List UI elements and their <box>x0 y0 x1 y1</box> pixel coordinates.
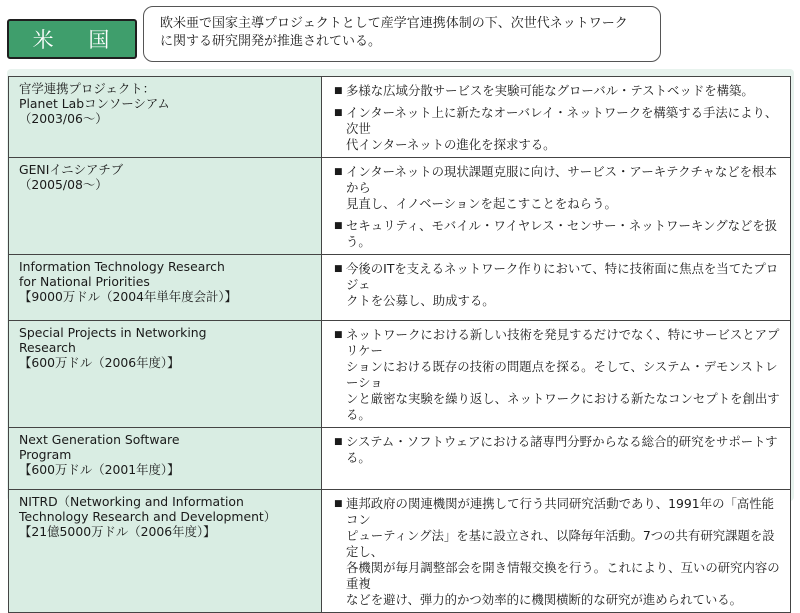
table-row <box>9 255 791 321</box>
program-name: NITRD（Networking and Information Technology Research and Development） 【21億5000万ドル（2006年度）】 <box>9 490 322 613</box>
bullet-icon: ■ <box>334 264 343 274</box>
table-row <box>9 490 791 613</box>
program-name: Information Technology Research for National Priorities 【9000万ドル（2004年単年度会計）】 <box>9 255 322 321</box>
program-description <box>322 255 791 321</box>
bullet-icon: ■ <box>334 437 343 447</box>
list-item <box>334 218 780 250</box>
bullet-icon: ■ <box>334 330 343 340</box>
bullet-text: インターネットの現状課題克服に向け、サービス・アーキテクチャなどを根本から 見直し、イノベーションを起こすことをねらう。 <box>346 164 777 211</box>
program-name: GENIイニシアチブ （2005/08〜） <box>9 158 322 255</box>
bullet-text: 今後のITを支えるネットワーク作りにおいて、特に技術面に焦点を当てたプロジェ クトを公募し、助成する。 <box>346 261 779 308</box>
program-description <box>322 158 791 255</box>
program-description <box>322 428 791 490</box>
list-item <box>334 261 780 309</box>
bullet-text: システム・ソフトウェアにおける諸専門分野からなる総合的研究をサポートする。 <box>346 434 778 465</box>
bullet-icon: ■ <box>334 86 343 96</box>
list-item <box>334 164 780 212</box>
list-item <box>334 105 780 153</box>
table-row <box>9 321 791 428</box>
bullet-icon: ■ <box>334 499 343 509</box>
table-row <box>9 428 791 490</box>
program-name: Next Generation Software Program 【600万ドル（2001年度）】 <box>9 428 322 490</box>
list-item <box>334 327 780 423</box>
program-description <box>322 321 791 428</box>
program-description <box>322 77 791 158</box>
bullet-icon: ■ <box>334 108 343 118</box>
table-row <box>9 158 791 255</box>
program-description <box>322 490 791 613</box>
bullet-text: セキュリティ、モバイル・ワイヤレス・センサー・ネットワーキングなどを扱う。 <box>346 218 778 249</box>
list-item <box>334 434 780 466</box>
bullet-text: ネットワークにおける新しい技術を発見するだけでなく、特にサービスとアプリケー ションにおける既存の技術の問題点を探る。そして、システム・デモンストレーショ ンと厳密な実験を繰り返し、ネットワークにおける新たなコンセプトを創出する。 <box>346 327 780 422</box>
list-item <box>334 496 780 608</box>
program-name: Special Projects in Networking Research 【600万ドル（2006年度）】 <box>9 321 322 428</box>
bullet-text: 多様な広域分散サービスを実験可能なグローバル・テストベッドを構築。 <box>346 83 754 98</box>
bullet-text: 連邦政府の関連機関が連携して行う共同研究活動であり、1991年の「高性能コン ピューティング法」を基に設立され、以降毎年活動。7つの共有研究課題を設定し、 各機関が毎月調整部会を開き情報交換を行う。これにより、互いの研究内容の重複 などを避け、弾力的かつ効率的に機関横断的な研究が進められている。 <box>346 496 780 607</box>
bullet-icon: ■ <box>334 221 343 231</box>
program-name: 官学連携プロジェクト： Planet Labコンソーシアム （2003/06〜） <box>9 77 322 158</box>
country-label: 米 国 <box>7 19 137 59</box>
bullet-text: インターネット上に新たなオーバレイ・ネットワークを構築する手法により、次世 代インターネットの進化を探求する。 <box>346 105 778 152</box>
table-row <box>9 77 791 158</box>
list-item <box>334 83 780 99</box>
programs-table <box>8 76 791 613</box>
summary-box: 欧米亜で国家主導プロジェクトとして産学官連携体制の下、次世代ネットワーク に関する研究開発が推進されている。 <box>143 6 661 62</box>
bullet-icon: ■ <box>334 167 343 177</box>
